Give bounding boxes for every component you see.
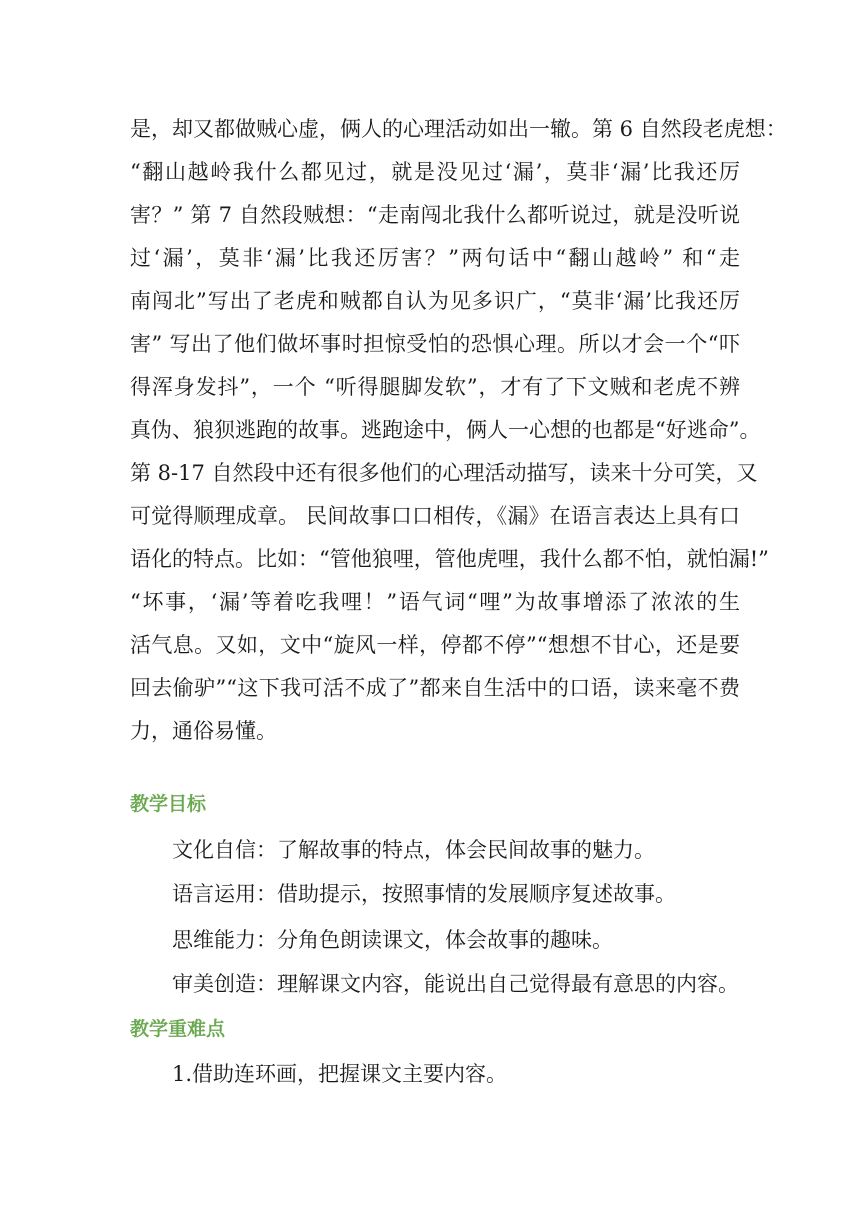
paragraph-line: 南闯北”写出了老虎和贼都自认为见多识广，“莫非‘漏’比我还厉 xyxy=(130,289,740,313)
paragraph-line: 可觉得顺理成章。 民间故事口口相传，《漏》在语言表达上具有口 xyxy=(130,504,740,528)
paragraph-line: 活气息。又如，文中“旋风一样，停都不停”“想想不甘心，还是要 xyxy=(130,633,740,657)
paragraph-line: 害” 写出了他们做坏事时担惊受怕的恐惧心理。所以才会一个“吓 xyxy=(130,332,740,356)
objective-item: 思维能力：分角色朗读课文，体会故事的趣味。 xyxy=(172,928,613,952)
objective-item: 文化自信：了解故事的特点，体会民间故事的魅力。 xyxy=(172,838,655,862)
key-points-heading: 教学重难点 xyxy=(130,1018,226,1040)
key-point-item: 1.借助连环画，把握课文主要内容。 xyxy=(172,1062,508,1086)
objectives-heading: 教学目标 xyxy=(130,793,207,815)
objective-item: 语言运用：借助提示，按照事情的发展顺序复述故事。 xyxy=(172,882,676,906)
paragraph-line: “翻山越岭我什么都见过，就是没见过‘漏’，莫非‘漏’比我还厉 xyxy=(130,160,740,184)
paragraph-line: 回去偷驴”“这下我可活不成了”都来自生活中的口语，读来毫不费 xyxy=(130,676,740,700)
paragraph-line: 害？” 第 7 自然段贼想：“走南闯北我什么都听说过，就是没听说 xyxy=(130,203,740,227)
paragraph-line: 真伪、狼狈逃跑的故事。逃跑途中，俩人一心想的也都是“好逃命”。 xyxy=(130,418,761,442)
story-analysis-paragraph xyxy=(130,108,787,753)
paragraph-line: 得浑身发抖”，一个 “听得腿脚发软”，才有了下文贼和老虎不辨 xyxy=(130,375,740,399)
paragraph-line: 力，通俗易懂。 xyxy=(130,719,277,743)
paragraph-line: 过‘漏’，莫非‘漏’比我还厉害？”两句话中“翻山越岭” 和“走 xyxy=(130,246,740,270)
paragraph-line: 是，却又都做贼心虚，俩人的心理活动如出一辙。第 6 自然段老虎想： xyxy=(130,117,787,141)
paragraph-line: “坏事，‘漏’等着吃我哩！”语气词“哩”为故事增添了浓浓的生 xyxy=(130,590,740,614)
paragraph-line: 第 8-17 自然段中还有很多他们的心理活动描写，读来十分可笑，又 xyxy=(130,461,758,485)
paragraph-line: 语化的特点。比如：“管他狼哩，管他虎哩，我什么都不怕，就怕漏!” xyxy=(130,547,769,571)
objective-item: 审美创造：理解课文内容，能说出自己觉得最有意思的内容。 xyxy=(172,972,739,996)
